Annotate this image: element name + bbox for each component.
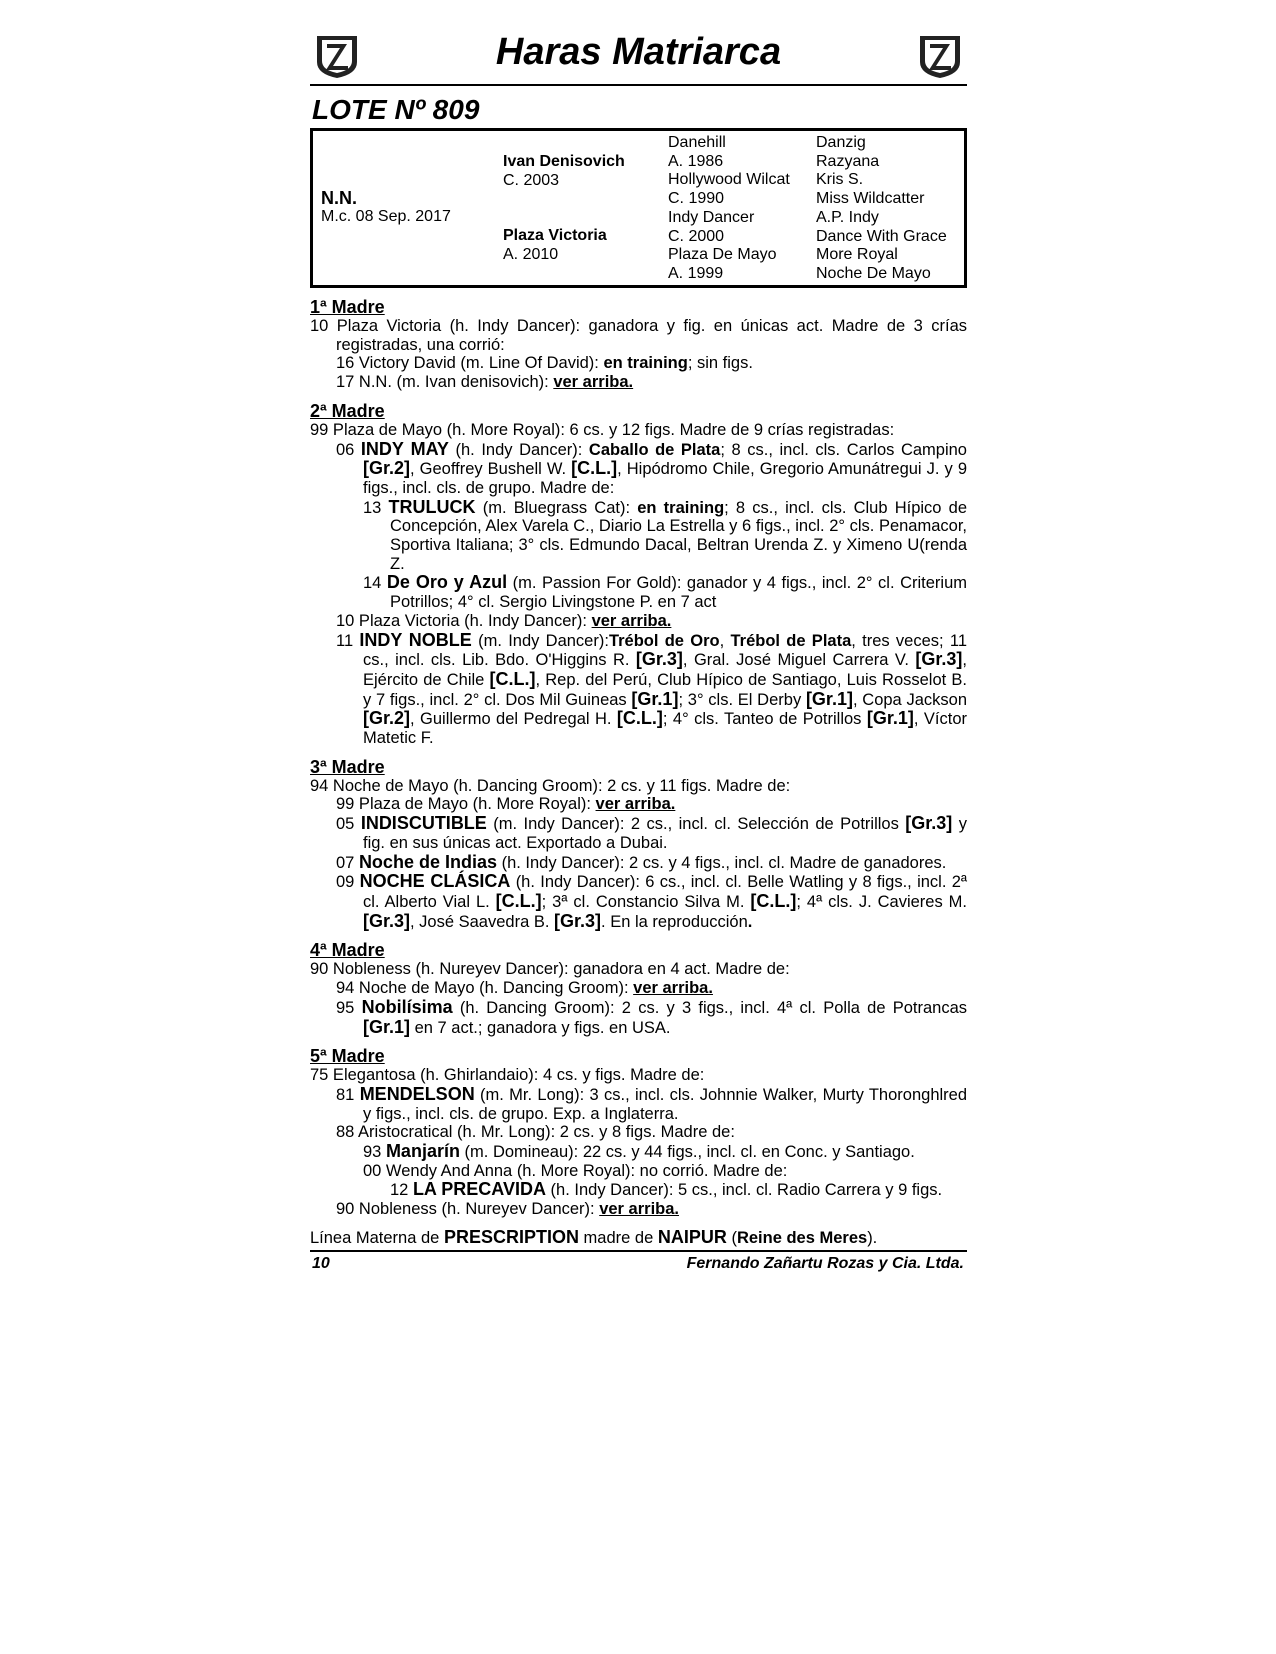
highlight-text: [C.L.] bbox=[571, 458, 618, 479]
pedigree-cell: Dance With Grace bbox=[816, 227, 947, 245]
madre-section bbox=[310, 960, 967, 1037]
company-name: Fernando Zañartu Rozas y Cia. Ltda. bbox=[686, 1254, 964, 1272]
highlight-text: [Gr.3] bbox=[635, 649, 683, 670]
text-run: , Guillermo del Pedregal H. bbox=[410, 710, 617, 729]
highlight-text: TRULUCK bbox=[388, 496, 476, 517]
pedigree-cell: A. 1986 bbox=[668, 152, 724, 170]
highlight-text: [Gr.1] bbox=[805, 688, 853, 709]
dam-name: Plaza Victoria bbox=[503, 227, 607, 245]
produce-entry bbox=[310, 777, 967, 796]
produce-entry bbox=[310, 1123, 967, 1142]
text-run: (m. Bluegrass Cat): bbox=[475, 498, 638, 517]
pedigree-cell: Noche De Mayo bbox=[816, 264, 931, 282]
text-run: , Geoffrey Bushell W. bbox=[410, 460, 572, 479]
maternal-family bbox=[310, 297, 967, 1219]
pedigree-table bbox=[310, 128, 967, 288]
text-run: , Copa Jackson bbox=[852, 690, 967, 709]
text-run: 10 Plaza Victoria (h. Indy Dancer): bbox=[336, 611, 592, 630]
pedigree-cell: Danzig bbox=[816, 134, 866, 151]
dam-detail: A. 2010 bbox=[503, 246, 559, 264]
produce-entry bbox=[310, 853, 967, 873]
produce-entry bbox=[310, 872, 967, 931]
text-run: en 7 act.; ganadora y figs. en USA. bbox=[410, 1018, 671, 1037]
text-run: ; 3ª cl. Constancio Silva M. bbox=[541, 892, 751, 911]
pedigree-cell: A.P. Indy bbox=[816, 208, 879, 226]
text-run: 00 Wendy And Anna (h. More Royal): no corrió. Madre de: bbox=[363, 1161, 788, 1180]
produce-entry bbox=[310, 1066, 967, 1085]
pedigree-horse bbox=[321, 189, 451, 226]
text-run: , Víctor Matetic F. bbox=[363, 710, 967, 748]
madre-heading: 1ª Madre bbox=[310, 297, 385, 317]
bold-text: Trébol de Plata bbox=[730, 631, 852, 650]
highlight-text: [C.L.] bbox=[489, 668, 536, 689]
highlight-text: [Gr.1] bbox=[866, 708, 914, 729]
highlight-text: Manjarín bbox=[385, 1141, 460, 1162]
produce-entry bbox=[310, 421, 967, 440]
text-run: (m. Indy Dancer): bbox=[471, 631, 609, 650]
text-run: , tres veces; 11 cs., incl. cls. Lib. Bdo. O'Higgins R. bbox=[363, 631, 967, 670]
produce-entry bbox=[310, 1162, 967, 1181]
highlight-text: NOCHE CLÁSICA bbox=[359, 871, 511, 892]
text-run: , Ejército de Chile bbox=[363, 651, 967, 689]
madre-heading: 4ª Madre bbox=[310, 940, 385, 961]
text-run: ; 3° cls. El Derby bbox=[678, 690, 806, 709]
text-run: 12 bbox=[390, 1181, 413, 1200]
horse-detail: M.c. 08 Sep. 2017 bbox=[321, 207, 451, 225]
produce-entry bbox=[310, 1200, 967, 1219]
highlight-text: NAIPUR bbox=[657, 1226, 727, 1247]
bold-text: Reine des Meres bbox=[736, 1228, 868, 1247]
produce-entry bbox=[310, 373, 967, 392]
page-number: 10 bbox=[312, 1254, 330, 1272]
text-run: (m. Indy Dancer): 2 cs., incl. cl. Selección de Potrillos bbox=[486, 815, 906, 834]
text-run: 93 bbox=[363, 1143, 386, 1162]
text-run: madre de bbox=[578, 1228, 658, 1247]
text-run: , Hipódromo Chile, Gregorio Amunátregui J. y 9 figs., incl. cls. de grupo. Madre de: bbox=[363, 460, 967, 497]
page-header bbox=[310, 28, 967, 86]
highlight-text: [Gr.3] bbox=[554, 910, 602, 931]
highlight-text: INDY NOBLE bbox=[359, 629, 472, 650]
madre-section bbox=[310, 317, 967, 392]
text-run: 75 Elegantosa (h. Ghirlandaio): 4 cs. y figs. Madre de: bbox=[310, 1066, 705, 1085]
highlight-text: PRESCRIPTION bbox=[443, 1226, 579, 1247]
pedigree-cell: Hollywood Wilcat bbox=[668, 171, 790, 189]
maternal-line bbox=[310, 1227, 967, 1252]
text-run: 09 bbox=[336, 873, 360, 892]
highlight-text: [Gr.2] bbox=[363, 458, 411, 479]
madre-heading: 2ª Madre bbox=[310, 400, 385, 421]
produce-entry bbox=[310, 1142, 967, 1162]
highlight-text: Nobilísima bbox=[361, 996, 453, 1017]
produce-entry bbox=[310, 612, 967, 631]
text-run: 94 Noche de Mayo (h. Dancing Groom): bbox=[336, 979, 634, 998]
text-run: ; 8 cs., incl. cls. Club Hípico de Concepción, Alex Varela C., Diario La Estrella y 6 figs., incl. 2° cls. Penamacor, Sportiva Italiana; 3° cls. Edmundo Dacal, Beltran Urenda Z. y Ximeno U(renda Z. bbox=[390, 498, 968, 573]
text-run: Línea Materna de bbox=[310, 1228, 444, 1247]
text-run: ). bbox=[867, 1228, 878, 1247]
produce-entry bbox=[310, 317, 967, 354]
pedigree-cell: A. 1999 bbox=[668, 264, 724, 282]
pedigree-parents bbox=[503, 153, 625, 265]
highlight-text: INDISCUTIBLE bbox=[360, 813, 487, 834]
madre-heading: 3ª Madre bbox=[310, 756, 385, 777]
text-run: 88 Aristocratical (h. Mr. Long): 2 cs. y 8 figs. Madre de: bbox=[336, 1123, 735, 1142]
text-run: 16 Victory David (m. Line Of David): bbox=[336, 354, 604, 373]
ver-arriba-ref: ver arriba. bbox=[633, 979, 713, 998]
bold-text: en training bbox=[637, 498, 725, 517]
sire-detail: C. 2003 bbox=[503, 171, 560, 189]
highlight-text: [Gr.3] bbox=[905, 813, 953, 834]
highlight-text: [Gr.1] bbox=[363, 1016, 411, 1037]
highlight-text: [Gr.3] bbox=[915, 649, 963, 670]
text-run: (h. Indy Dancer): 2 cs. y 4 figs., incl. cl. Madre de ganadores. bbox=[496, 853, 947, 872]
text-run: , José Saavedra B. bbox=[410, 912, 555, 931]
pedigree-cell: Miss Wildcatter bbox=[816, 190, 925, 208]
madre-heading: 5ª Madre bbox=[310, 1046, 385, 1067]
pedigree-cell: Danehill bbox=[668, 134, 726, 151]
sire-name: Ivan Denisovich bbox=[503, 153, 625, 170]
text-run: (h. Indy Dancer): 6 cs., incl. cl. Belle Watling y 8 figs., incl. 2ª cl. Alberto Vial L. bbox=[363, 873, 967, 911]
produce-entry bbox=[310, 573, 967, 611]
text-run: (m. Mr. Long): 3 cs., incl. cls. Johnnie Walker, Murty Thoronghlred y figs., incl. cls. de grupo. Exp. a Inglaterra. bbox=[363, 1085, 968, 1123]
madre-section bbox=[310, 777, 967, 932]
text-run: . En la reproducción bbox=[601, 912, 748, 931]
pedigree-cell: Indy Dancer bbox=[668, 208, 755, 226]
produce-entry bbox=[310, 960, 967, 979]
text-run: 11 bbox=[336, 631, 360, 650]
text-run: 90 Nobleness (h. Nureyev Dancer): ganadora en 4 act. Madre de: bbox=[310, 960, 790, 979]
text-run: (h. Indy Dancer): bbox=[448, 440, 589, 459]
bold-text: Caballo de Plata bbox=[588, 440, 721, 459]
highlight-text: [C.L.] bbox=[750, 890, 797, 911]
highlight-text: MENDELSON bbox=[359, 1083, 475, 1104]
produce-entry bbox=[310, 979, 967, 998]
madre-section bbox=[310, 421, 967, 748]
pedigree-cell: Kris S. bbox=[816, 171, 864, 189]
produce-entry bbox=[310, 354, 967, 373]
pedigree-cell: Plaza De Mayo bbox=[668, 246, 777, 264]
produce-entry bbox=[310, 498, 967, 574]
text-run: 14 bbox=[363, 574, 387, 593]
produce-entry bbox=[310, 631, 967, 748]
highlight-text: [C.L.] bbox=[495, 890, 542, 911]
bold-text: . bbox=[747, 912, 753, 931]
highlight-text: [C.L.] bbox=[616, 708, 663, 729]
horse-name: N.N. bbox=[321, 188, 357, 208]
text-run: 81 bbox=[336, 1085, 360, 1104]
pedigree-cell: C. 1990 bbox=[668, 190, 725, 208]
text-run: 95 bbox=[336, 998, 362, 1017]
lot-number: LOTE Nº 809 bbox=[312, 94, 480, 125]
produce-entry bbox=[310, 1180, 967, 1200]
text-run: (m. Passion For Gold): ganador y 4 figs., incl. 2° cl. Criterium Potrillos; 4° cl. Sergio Livingstone P. en 7 act bbox=[390, 574, 967, 612]
bold-text: en training bbox=[603, 354, 688, 373]
text-run: 10 Plaza Victoria (h. Indy Dancer): ganadora y fig. en únicas act. Madre de 3 crías registradas, una corrió: bbox=[310, 317, 967, 354]
text-run: , Gral. José Miguel Carrera V. bbox=[682, 651, 916, 670]
text-run: 06 bbox=[336, 440, 361, 459]
text-run: 13 bbox=[363, 498, 389, 517]
highlight-text: [Gr.1] bbox=[631, 688, 679, 709]
text-run: y fig. en sus únicas act. Exportado a Dubai. bbox=[363, 815, 967, 852]
text-run: 05 bbox=[336, 815, 361, 834]
ver-arriba-ref: ver arriba. bbox=[599, 1200, 680, 1219]
produce-entry bbox=[310, 440, 967, 498]
ver-arriba-ref: ver arriba. bbox=[553, 373, 634, 392]
text-run: , Rep. del Perú, Club Hípico de Santiago, Luis Rosselot B. y 7 figs., incl. 2° cl. Dos Mil Guineas bbox=[363, 670, 967, 709]
pedigree-cell: C. 2000 bbox=[668, 227, 725, 245]
text-run: , bbox=[719, 631, 731, 650]
produce-entry bbox=[310, 795, 967, 814]
catalog-page bbox=[310, 28, 967, 1275]
text-run: 17 N.N. (m. Ivan denisovich): bbox=[336, 373, 554, 392]
text-run: 94 Noche de Mayo (h. Dancing Groom): 2 cs. y 11 figs. Madre de: bbox=[310, 776, 791, 795]
produce-entry bbox=[310, 814, 967, 852]
pedigree-cell: Razyana bbox=[816, 152, 880, 170]
ver-arriba-ref: ver arriba. bbox=[595, 795, 676, 814]
text-run: (h. Dancing Groom): 2 cs. y 3 figs., incl. 4ª cl. Polla de Potrancas bbox=[452, 998, 968, 1017]
text-run: ; 8 cs., incl. cls. Carlos Campino bbox=[720, 440, 967, 459]
text-run: ; 4° cls. Tanteo de Potrillos bbox=[662, 710, 867, 729]
text-run: ( bbox=[726, 1228, 737, 1247]
highlight-text: INDY MAY bbox=[360, 438, 449, 459]
madre-section bbox=[310, 1066, 967, 1219]
text-run: (h. Indy Dancer): 5 cs., incl. cl. Radio Carrera y 9 figs. bbox=[545, 1181, 943, 1200]
highlight-text: [Gr.3] bbox=[363, 910, 411, 931]
pedigree-cell: More Royal bbox=[816, 246, 898, 264]
page-footer bbox=[310, 1255, 967, 1275]
page-title: Haras Matriarca bbox=[495, 31, 782, 73]
text-run: ; 4ª cls. J. Cavieres M. bbox=[796, 892, 968, 911]
pedigree-great-grandparents bbox=[816, 134, 947, 284]
bold-text: Trébol de Oro bbox=[608, 631, 720, 650]
highlight-text: Noche de Indias bbox=[358, 851, 497, 872]
text-run: 90 Nobleness (h. Nureyev Dancer): bbox=[336, 1200, 600, 1219]
haras-logo-icon bbox=[916, 32, 964, 80]
highlight-text: LA PRECAVIDA bbox=[412, 1179, 546, 1200]
ver-arriba-ref: ver arriba. bbox=[591, 611, 672, 630]
produce-entry bbox=[310, 1085, 967, 1123]
highlight-text: [Gr.2] bbox=[363, 708, 411, 729]
highlight-text: De Oro y Azul bbox=[386, 572, 508, 593]
text-run: ; sin figs. bbox=[687, 354, 753, 373]
produce-entry bbox=[310, 998, 967, 1037]
pedigree-grandparents bbox=[668, 134, 790, 284]
text-run: (m. Domineau): 22 cs. y 44 figs., incl. cl. en Conc. y Santiago. bbox=[459, 1143, 915, 1162]
text-run: 99 Plaza de Mayo (h. More Royal): 6 cs. y 12 figs. Madre de 9 crías registradas: bbox=[310, 420, 895, 439]
text-run: 07 bbox=[336, 853, 359, 872]
text-run: 99 Plaza de Mayo (h. More Royal): bbox=[336, 795, 596, 814]
